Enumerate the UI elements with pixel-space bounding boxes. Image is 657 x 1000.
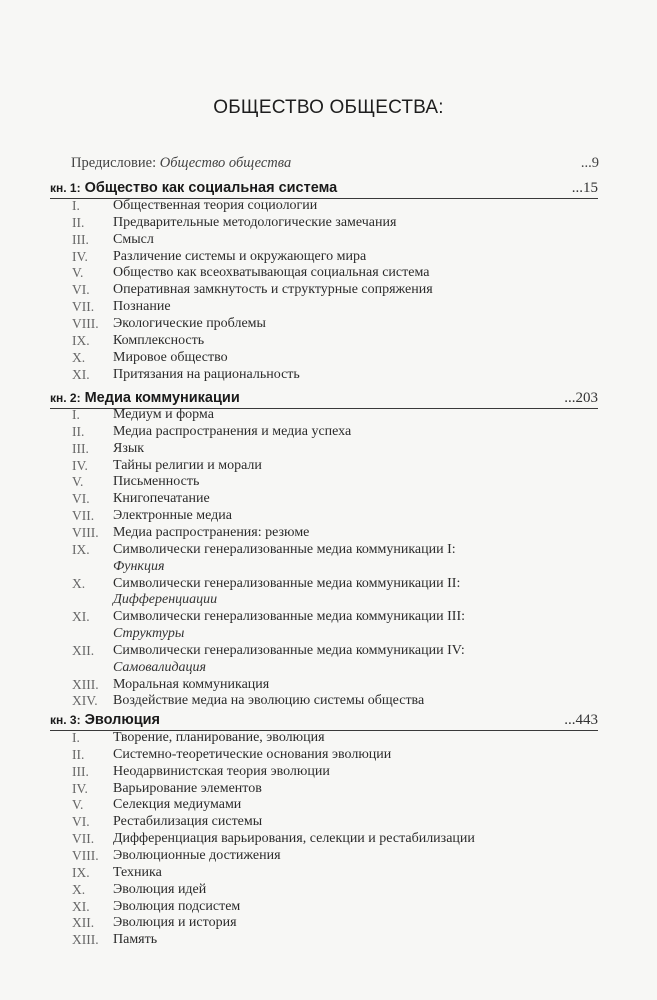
- chapter-title: Притязания на рациональность: [113, 366, 300, 382]
- chapter-number: III.: [72, 440, 89, 456]
- book-number: кн. 1:: [50, 181, 81, 195]
- chapter-number: V.: [72, 474, 84, 490]
- chapter-subtitle: Самовалидация: [113, 659, 207, 675]
- chapter-title: Дифференциация варьирования, селекции и рестабилизации: [113, 831, 475, 847]
- chapter-number: IX.: [72, 541, 90, 557]
- chapter-number: I.: [72, 407, 80, 422]
- chapter-title: Неодарвинистская теория эволюции: [113, 763, 330, 779]
- chapter-number: XIII.: [72, 676, 99, 692]
- book-heading-3[interactable]: [50, 712, 598, 732]
- chapter-number: III.: [72, 231, 89, 247]
- chapter-title: Общественная теория социологии: [113, 198, 318, 213]
- preface-label-group: [71, 155, 291, 172]
- book-page-number: ...15: [571, 180, 598, 196]
- chapter-title: Символически генерализованные медиа коммуникации I:: [113, 541, 456, 557]
- chapter-number: III.: [72, 763, 89, 779]
- chapter-subtitle: Структуры: [113, 626, 185, 642]
- chapter-number: XII.: [72, 642, 95, 658]
- chapter-title: Эволюционные достижения: [113, 847, 281, 863]
- preface-entry[interactable]: [71, 155, 599, 172]
- chapter-title: Мировое общество: [113, 349, 228, 365]
- book-number: кн. 2:: [50, 391, 81, 405]
- chapter-number: VI.: [72, 282, 90, 298]
- chapter-title: Комплексность: [113, 332, 205, 348]
- preface-label: Предисловие:: [71, 155, 160, 171]
- chapter-title: Техника: [113, 864, 162, 880]
- chapter-title: Память: [113, 932, 158, 948]
- chapter-number: XII.: [72, 915, 95, 931]
- chapter-number: VIII.: [72, 524, 99, 540]
- chapter-title: Познание: [113, 299, 171, 315]
- chapter-number: XI.: [72, 366, 90, 382]
- chapter-number: VI.: [72, 814, 90, 830]
- preface-page-number: ...9: [580, 155, 599, 171]
- chapter-number: VII.: [72, 831, 95, 847]
- chapter-number: I.: [72, 730, 80, 745]
- book-heading-1[interactable]: [50, 180, 598, 200]
- chapter-number: I.: [72, 198, 80, 213]
- chapter-number: II.: [72, 746, 85, 762]
- chapter-subtitle: Функция: [113, 558, 165, 574]
- chapter-number: XI.: [72, 898, 90, 914]
- book-title: Медиа коммуникации: [84, 390, 240, 406]
- book-page-number: ...443: [564, 712, 598, 728]
- chapter-number: XI.: [72, 609, 90, 625]
- chapter-title: Электронные медиа: [113, 508, 232, 524]
- chapter-title: Системно-теоретические основания эволюции: [113, 746, 392, 762]
- book-number: кн. 3:: [50, 713, 81, 727]
- chapter-title: Символически генерализованные медиа коммуникации IV:: [113, 642, 465, 658]
- book-title: Общество как социальная система: [84, 180, 338, 196]
- chapter-title: Эволюция и история: [113, 915, 237, 931]
- chapter-number: X.: [72, 575, 86, 591]
- chapter-number: IX.: [72, 864, 90, 880]
- chapter-title: Воздействие медиа на эволюцию системы общества: [113, 693, 425, 709]
- page-title: ОБЩЕСТВО ОБЩЕСТВА:: [213, 97, 444, 118]
- chapter-title: Моральная коммуникация: [113, 676, 270, 692]
- chapter-title: Общество как всеохватывающая социальная система: [113, 265, 430, 281]
- chapter-title: Оперативная замкнутость и структурные сопряжения: [113, 282, 433, 298]
- book-page-number: ...203: [564, 390, 598, 406]
- chapter-number: IV.: [72, 780, 88, 796]
- chapter-title: Книгопечатание: [113, 491, 210, 507]
- chapter-number: VI.: [72, 491, 90, 507]
- chapter-title: Смысл: [113, 231, 154, 247]
- chapter-number: IV.: [72, 457, 88, 473]
- chapter-number: VII.: [72, 508, 95, 524]
- chapter-title: Селекция медиумами: [113, 797, 242, 813]
- chapter-title: Экологические проблемы: [113, 315, 266, 331]
- chapter-title: Эволюция идей: [113, 881, 207, 897]
- book-title: Эволюция: [84, 712, 161, 728]
- chapter-number: IV.: [72, 248, 88, 264]
- chapter-subtitle: Дифференциации: [113, 592, 218, 608]
- chapter-title: Рестабилизация системы: [113, 814, 263, 830]
- chapter-number: XIV.: [72, 693, 98, 709]
- chapter-number: II.: [72, 423, 85, 439]
- chapter-number: V.: [72, 265, 84, 281]
- chapter-title: Эволюция подсистем: [113, 898, 241, 914]
- chapter-title: Различение системы и окружающего мира: [113, 248, 367, 264]
- chapter-number: X.: [72, 349, 86, 365]
- chapter-title: Медиа распространения: резюме: [113, 524, 310, 540]
- chapter-title: Варьирование элементов: [113, 780, 262, 796]
- chapter-number: VIII.: [72, 847, 99, 863]
- preface-title: Общество общества: [159, 155, 292, 171]
- chapter-title: Символически генерализованные медиа коммуникации III:: [113, 609, 465, 625]
- chapter-title: Язык: [113, 440, 145, 456]
- chapter-number: XIII.: [72, 932, 99, 948]
- chapter-title: Предварительные методологические замечания: [113, 214, 397, 230]
- chapter-number: VIII.: [72, 315, 99, 331]
- chapter-title: Символически генерализованные медиа коммуникации II:: [113, 575, 461, 591]
- chapter-title: Медиа распространения и медиа успеха: [113, 423, 352, 439]
- chapter-number: X.: [72, 881, 86, 897]
- chapter-title: Тайны религии и морали: [113, 457, 262, 473]
- chapter-number: VII.: [72, 299, 95, 315]
- chapter-title: Письменность: [113, 474, 200, 490]
- chapter-number: V.: [72, 797, 84, 813]
- chapter-number: II.: [72, 214, 85, 230]
- chapter-title: Творение, планирование, эволюция: [113, 730, 325, 745]
- chapter-title: Медиум и форма: [113, 407, 214, 422]
- chapter-number: IX.: [72, 332, 90, 348]
